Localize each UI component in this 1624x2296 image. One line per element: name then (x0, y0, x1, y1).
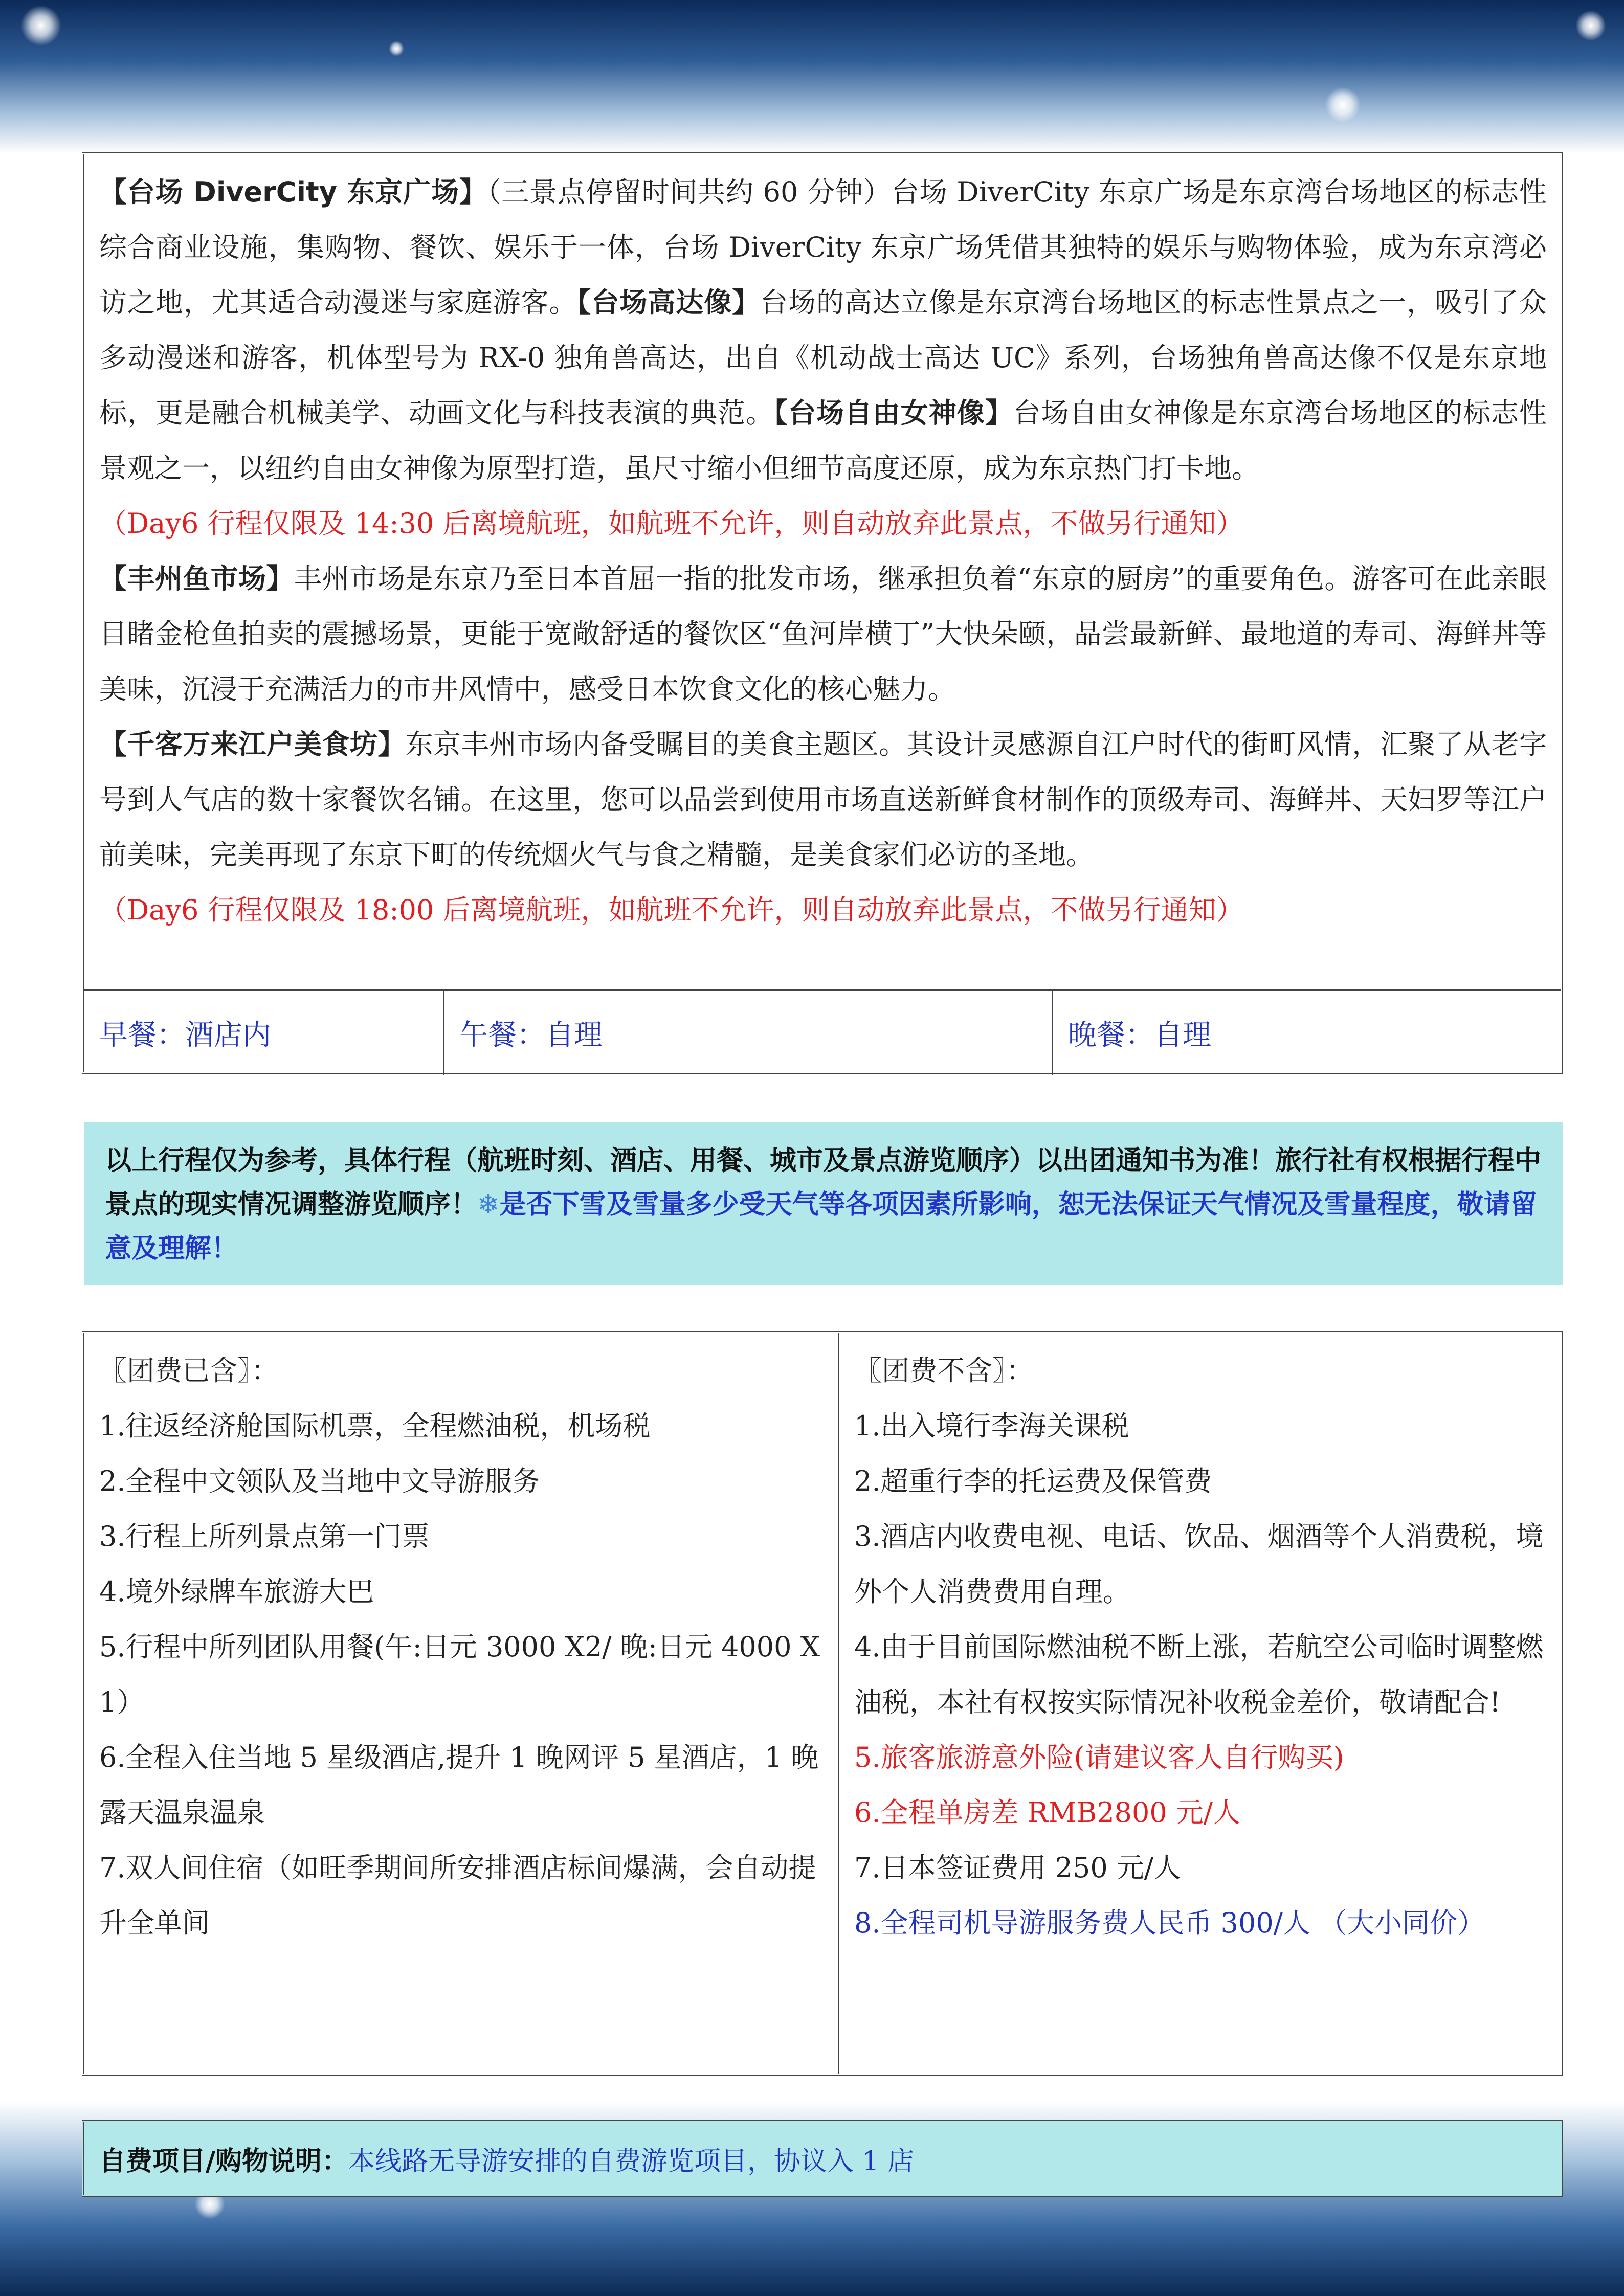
fees-excluded-item-service-fee: 8.全程司机导游服务费人民币 300/人 （大小同价） (854, 1907, 1485, 1939)
self-pay-label: 自费项目/购物说明： (99, 2146, 348, 2177)
itinerary-notice (84, 1122, 1563, 1285)
flight-note: （Day6 行程仅限及 18:00 后离境航班，如航班不允许，则自动放弃此景点，不做另行通知） (99, 894, 1244, 926)
attraction-paragraph-odaiba (99, 165, 1547, 496)
attraction-title: 【台场 DiverCity 东京广场】 (99, 176, 487, 208)
fees-included-item: 5.行程中所列团队用餐(午:日元 3000 X2/ 晚:日元 4000 X 1） (99, 1631, 820, 1718)
fees-excluded-item-visa: 7.日本签证费用 250 元/人 (854, 1852, 1182, 1884)
fees-excluded-item-insurance: 5.旅客旅游意外险(请建议客人自行购买) (854, 1741, 1344, 1773)
fees-excluded-item-single-supplement: 6.全程单房差 RMB2800 元/人 (854, 1796, 1241, 1829)
fees-excluded-column (837, 1333, 1561, 2074)
fees-excluded-item: 3.酒店内收费电视、电话、饮品、烟酒等个人消费税，境外个人消费费用自理。 (854, 1520, 1544, 1608)
meals-row (84, 989, 1561, 1075)
sparkle-decoration (1325, 87, 1361, 123)
fees-included-column (84, 1333, 837, 2074)
flight-note: （Day6 行程仅限及 14:30 后离境航班，如航班不允许，则自动放弃此景点，不做另行通知） (99, 507, 1244, 539)
attraction-paragraph-toyosu (99, 551, 1547, 717)
fees-excluded-item: 1.出入境行李海关课税 (854, 1410, 1129, 1442)
fees-excluded-header: 〖团费不含〗： (854, 1355, 1034, 1387)
sparkle-decoration (1575, 10, 1606, 41)
fees-included-item: 7.双人间住宿（如旺季期间所安排酒店标间爆满，会自动提升全单间 (99, 1852, 816, 1939)
snowflake-icon: ❄ (477, 1189, 500, 1220)
fees-included-item: 2.全程中文领队及当地中文导游服务 (99, 1465, 540, 1497)
self-pay-box (82, 2120, 1563, 2197)
snow-notice-text: 是否下雪及雪量多少受天气等各项因素所影响，恕无法保证天气情况及雪量程度，敬请留意及理解！ (105, 1189, 1537, 1264)
fees-table (82, 1331, 1563, 2076)
fees-excluded-item: 2.超重行李的托运费及保管费 (854, 1465, 1212, 1497)
fees-included-header: 〖团费已含〗： (99, 1355, 279, 1387)
breakfast-cell: 早餐：酒店内 (99, 1019, 271, 1052)
attraction-title: 【台场高达像】 (577, 286, 761, 319)
dinner-cell: 晚餐：自理 (1051, 991, 1561, 1075)
sparkle-decoration (389, 41, 404, 56)
self-pay-value: 本线路无导游安排的自费游览项目，协议入 1 店 (348, 2146, 915, 2177)
attraction-title: 【台场自由女神像】 (774, 397, 1013, 429)
attraction-paragraph-edo-food (99, 717, 1547, 883)
itinerary-text (99, 165, 1547, 938)
self-pay-text (99, 2122, 914, 2195)
attraction-description: 丰州市场是东京乃至日本首屈一指的批发市场，继承担负着“东京的厨房”的重要角色。游客可在此亲眼目睹金枪鱼拍卖的震撼场景，更能于宽敞舒适的餐饮区“鱼河岸横丁”大快朵颐，品尝最新鲜、最地道的寿司、海鲜丼等美味，沉浸于充满活力的市井风情中，感受日本饮食文化的核心魅力。 (99, 562, 1547, 705)
top-banner (0, 0, 1624, 153)
notice-text: 以上行程仅为参考，具体行程（航班时刻、酒店、用餐、城市及景点游览顺序）以出团通知书为准！旅行社有权根据行程中景点的现实情况调整游览顺序！ (105, 1145, 1542, 1220)
attraction-description: 东京丰州市场内备受瞩目的美食主题区。其设计灵感源自江户时代的街町风情，汇聚了从老字号到人气店的数十家餐饮名铺。在这里，您可以品尝到使用市场直送新鲜食材制作的顶级寿司、海鲜丼、天妇罗等江户前美味，完美再现了东京下町的传统烟火气与食之精髓，是美食家们必访的圣地。 (99, 728, 1547, 871)
attraction-description: 台场自由女神像是东京湾台场地区的标志性景观之一，以纽约自由女神像为原型打造，虽尺寸缩小但细节高度还原，成为东京热门打卡地。 (99, 397, 1547, 484)
attraction-description: 台场的高达立像是东京湾台场地区的标志性景点之一，吸引了众多动漫迷和游客，机体型号为 RX-0 独角兽高达，出自《机动战士高达 UC》系列，台场独角兽高达像不仅是东京地标，更是融合机械美学、动画文化与科技表演的典范。 (99, 286, 1547, 429)
sparkle-decoration (20, 5, 61, 46)
itinerary-detail-box (82, 152, 1563, 1074)
fees-included-item: 4.境外绿牌车旅游大巴 (99, 1575, 374, 1608)
lunch-cell: 午餐：自理 (442, 991, 1051, 1075)
attraction-title: 【丰州鱼市场】 (99, 562, 294, 595)
attraction-title: 【千客万来江户美食坊】 (99, 728, 406, 760)
fees-included-item: 1.往返经济舱国际机票，全程燃油税，机场税 (99, 1410, 651, 1442)
fees-included-item: 6.全程入住当地 5 星级酒店,提升 1 晚网评 5 星酒店，1 晚露天温泉温泉 (99, 1741, 819, 1829)
fees-excluded-item: 4.由于目前国际燃油税不断上涨，若航空公司临时调整燃油税，本社有权按实际情况补收税金差价，敬请配合! (854, 1631, 1544, 1718)
attraction-description: （三景点停留时间共约 60 分钟）台场 DiverCity 东京广场是东京湾台场地区的标志性综合商业设施，集购物、餐饮、娱乐于一体，台场 DiverCity 东京广场凭借其独特的娱乐与购物体验，成为东京湾必访之地，尤其适合动漫迷与家庭游客。 (99, 176, 1547, 319)
fees-included-item: 3.行程上所列景点第一门票 (99, 1520, 430, 1552)
